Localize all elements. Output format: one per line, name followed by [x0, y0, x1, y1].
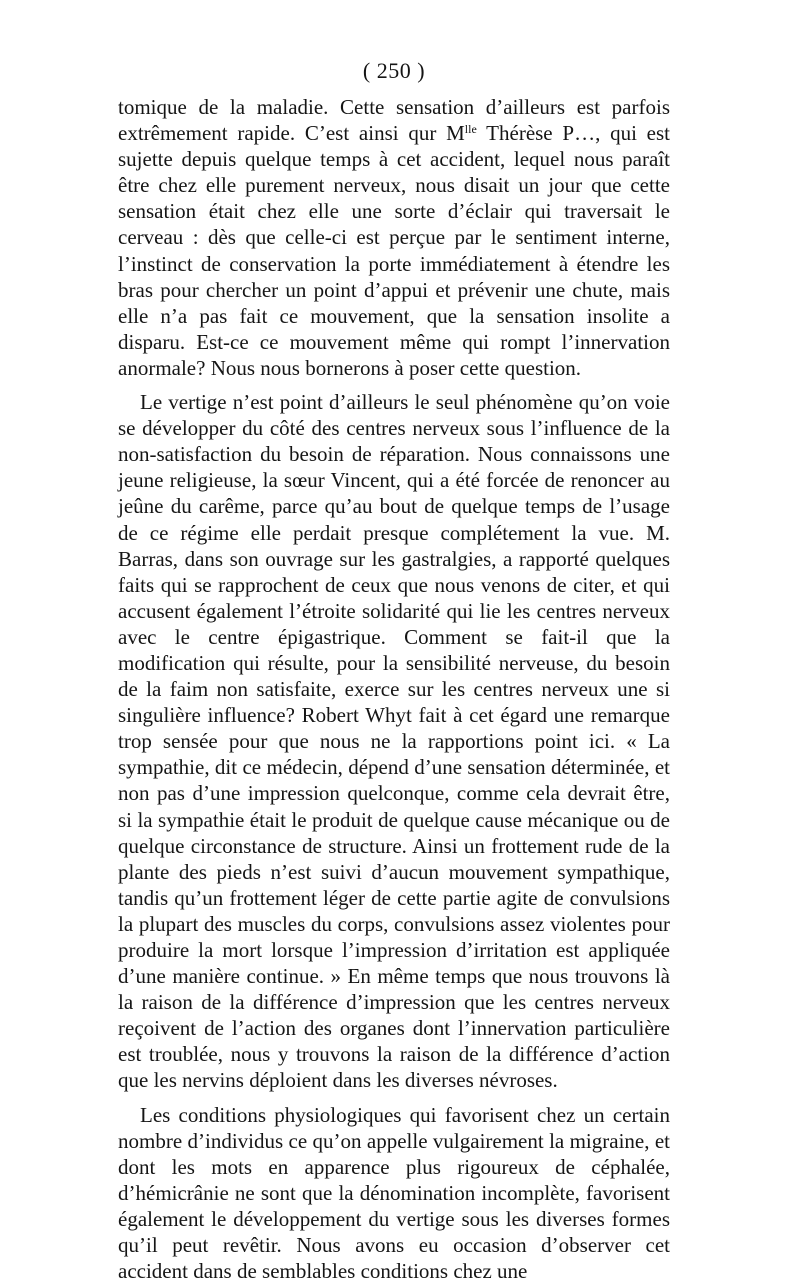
paragraph-1-text-end: Thérèse P…, qui est sujette depuis quelque temps à cet accident, lequel nous paraît être chez elle purement nerveux, nous disait un jour que cette sensation était chez elle une sorte d’éclair qui traversait le cerveau : dès que celle-ci est perçue par le sentiment interne, l’instinct de conservation la porte immédiatement à étendre les bras pour chercher un point d’appui et prévenir une chute, mais elle n’a pas fait ce mouvement, que la sensation insolite a disparu. Est-ce ce mouvement même qui rompt l’innervation anormale? Nous nous bornerons à poser cette question. [118, 121, 670, 380]
paragraph-3: Les conditions physiologiques qui favorisent chez un certain nombre d’individus ce qu’on appelle vulgairement la migraine, et dont les mots en apparence plus rigoureux de céphalée, d’hémicrânie ne sont que la dénomination incomplète, favorisent également le développement du vertige sous les diverses formes qu’il peut revêtir. Nous avons eu occasion d’observer cet accident dans de semblables conditions chez une [118, 1102, 670, 1284]
paragraph-gap [118, 381, 670, 389]
paragraph-2: Le vertige n’est point d’ailleurs le seul phénomène qu’on voie se développer du côté des centres nerveux sous l’influence de la non-satisfaction du besoin de réparation. Nous connaissons une jeune religieuse, la sœur Vincent, qui a été forcée de renoncer au jeûne du carême, parce qu’au bout de quelque temps de l’usage de ce régime elle perdait presque complétement la vue. M. Barras, dans son ouvrage sur les gastralgies, a rapporté quelques faits qui se rapprochent de ceux que nous venons de citer, et qui accusent également l’étroite solidarité qui lie les centres nerveux avec le centre épigastrique. Comment se fait-il que la modification qui résulte, pour la sensibilité nerveuse, du besoin de la faim non satisfaite, exerce sur les centres nerveux une si singulière influence? Robert Whyt fait à cet égard une remarque trop sensée pour que nous ne la rapportions point ici. « La sympathie, dit ce médecin, dépend d’une sensation déterminée, et non pas d’une impression quelconque, comme cela devrait être, si la sympathie était le produit de quelque cause mécanique ou de quelque circonstance de structure. Ainsi un frottement rude de la plante des pieds n’est suivi d’aucun mouvement sympathique, tandis qu’un frottement léger de cette partie agite de convulsions la plupart des muscles du corps, convulsions assez violentes pour produire la mort lorsque l’impression d’irritation est appliquée d’une manière continue. » En même temps que nous trouvons là la raison de la différence d’impression que les centres nerveux reçoivent de l’action des organes dont l’innervation particulière est troublée, nous y trouvons la raison de la différence d’action que les nervins déploient dans les diverses névroses. [118, 390, 670, 1093]
book-page [118, 58, 670, 1284]
paragraph-1 [118, 94, 670, 381]
paragraph-gap [118, 1094, 670, 1102]
paragraph-1-text-start: tomique de la maladie. Cette sensation d’ailleurs est parfois extrêmement rapide. C’est ainsi qur M [118, 95, 670, 146]
superscript-mlle: lle [464, 122, 477, 137]
page-number: ( 250 ) [362, 58, 426, 83]
